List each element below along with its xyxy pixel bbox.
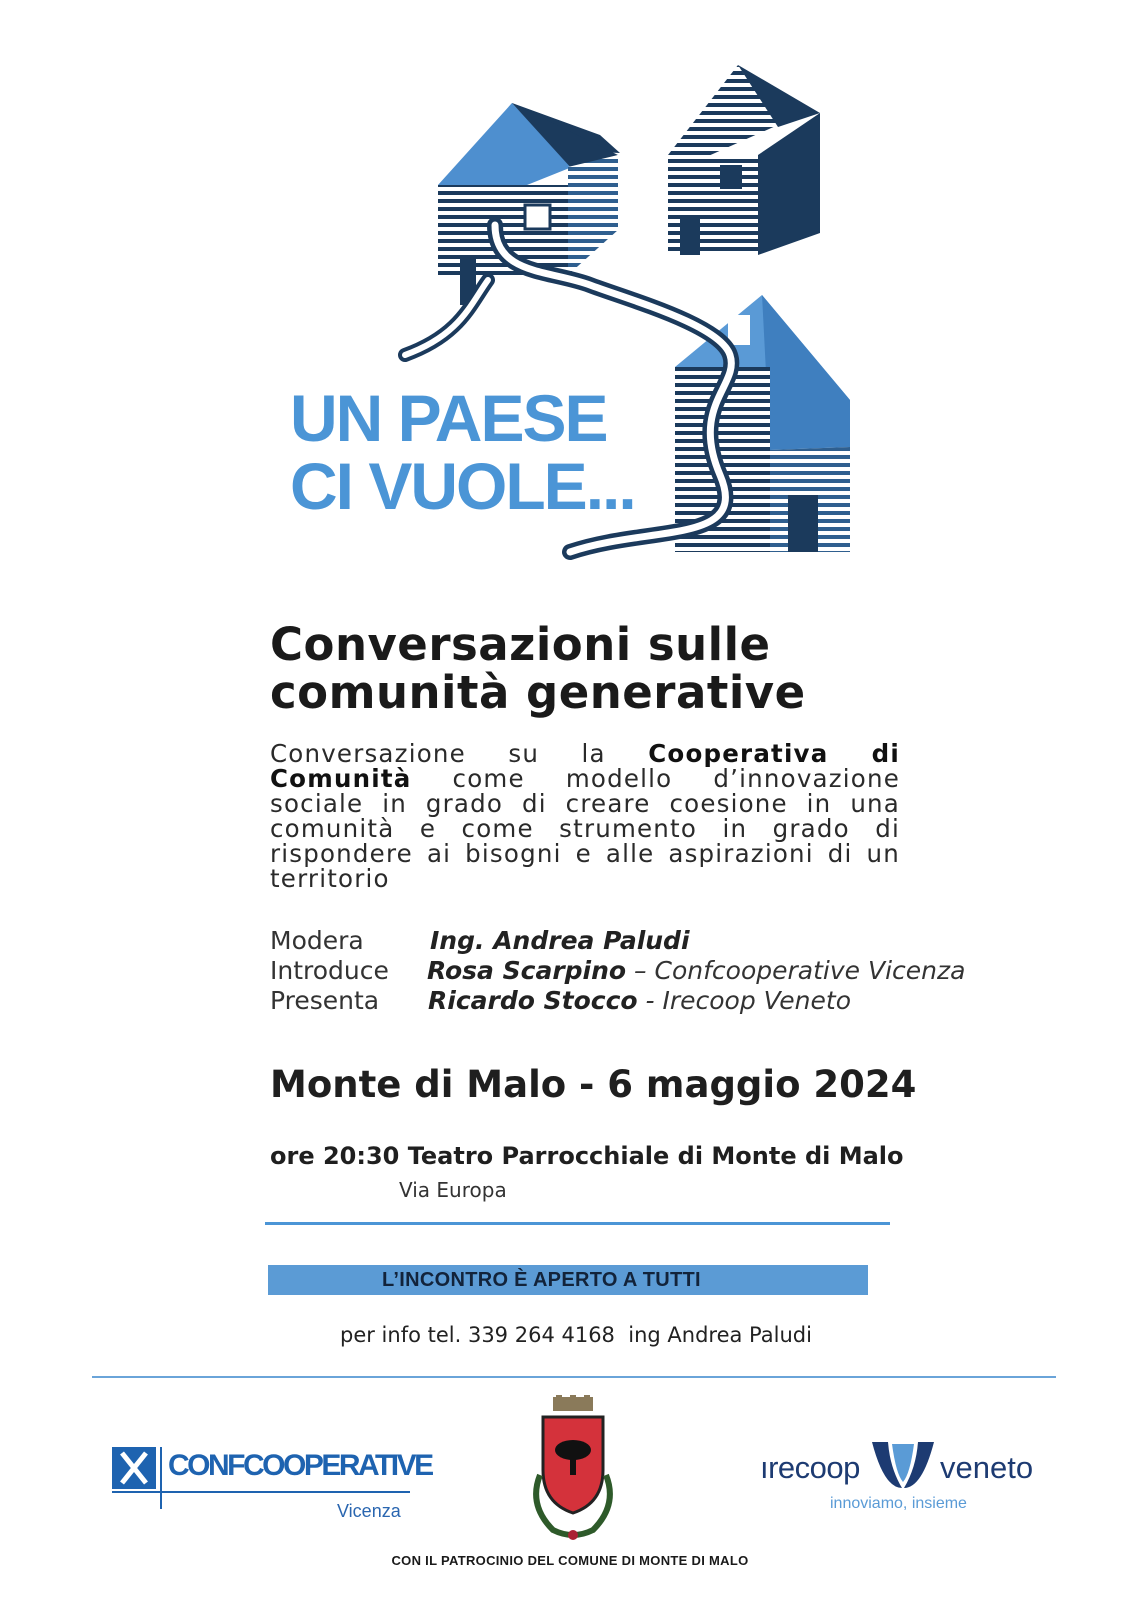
confcooperative-name: CONFCOOPERATIVE (168, 1449, 432, 1482)
confcooperative-city: Vicenza (337, 1501, 401, 1521)
house-top-right (668, 65, 820, 255)
intro-suffix: come modello d’innovazione sociale in grado di creare coesione in una comunità e come strumento in grado di rispondere ai bisogni e alle aspirazioni di un territorio (270, 764, 900, 893)
event-date: Monte di Malo - 6 maggio 2024 (270, 1063, 917, 1106)
irecoop-tagline: innoviamo, insieme (830, 1495, 967, 1512)
contact-info: per info tel. 339 264 4168 ing Andrea Paludi (340, 1323, 812, 1347)
event-street: Via Europa (399, 1178, 507, 1202)
open-to-all-banner (268, 1265, 868, 1295)
brand-title-line2: CI VUOLE... (290, 449, 635, 523)
footer-divider (92, 1376, 1056, 1378)
irecoop-region: veneto (940, 1450, 1034, 1485)
irecoop-wave-icon (870, 1438, 936, 1490)
role-organization: Confcooperative Vicenza (654, 956, 966, 985)
confcooperative-logo-bar (160, 1447, 162, 1509)
brand-title-line1: UN PAESE (290, 381, 607, 455)
banner-text: L’INCONTRO È APERTO A TUTTI (382, 1269, 701, 1291)
patronage-note: CON IL PATROCINIO DEL COMUNE DI MONTE DI MALO (391, 1553, 749, 1568)
role-label: Modera (270, 926, 364, 955)
role-person: Ing. Andrea Paludi (430, 926, 690, 955)
coat-of-arms-icon (518, 1395, 628, 1545)
confcooperative-logo-underline (112, 1491, 410, 1493)
role-organization: Irecoop Veneto (662, 986, 852, 1015)
intro-paragraph (270, 741, 900, 891)
role-person: Ricardo Stocco - Irecoop Veneto (428, 986, 852, 1015)
role-label: Introduce (270, 956, 389, 985)
confcooperative-logo-icon (112, 1447, 156, 1489)
irecoop-name: ırecoop (760, 1450, 860, 1485)
divider (265, 1222, 890, 1225)
event-time-place: ore 20:30 Teatro Parrocchiale di Monte di Malo (270, 1142, 904, 1170)
intro-highlight: Cooperativa di Comunità (270, 739, 901, 793)
page-title-line2: comunità generative (270, 666, 806, 719)
intro-prefix: Conversazione su la (270, 739, 649, 768)
role-label: Presenta (270, 986, 380, 1015)
page-title-line1: Conversazioni sulle (270, 618, 771, 671)
role-person: Rosa Scarpino – Confcooperative Vicenza (427, 956, 966, 985)
